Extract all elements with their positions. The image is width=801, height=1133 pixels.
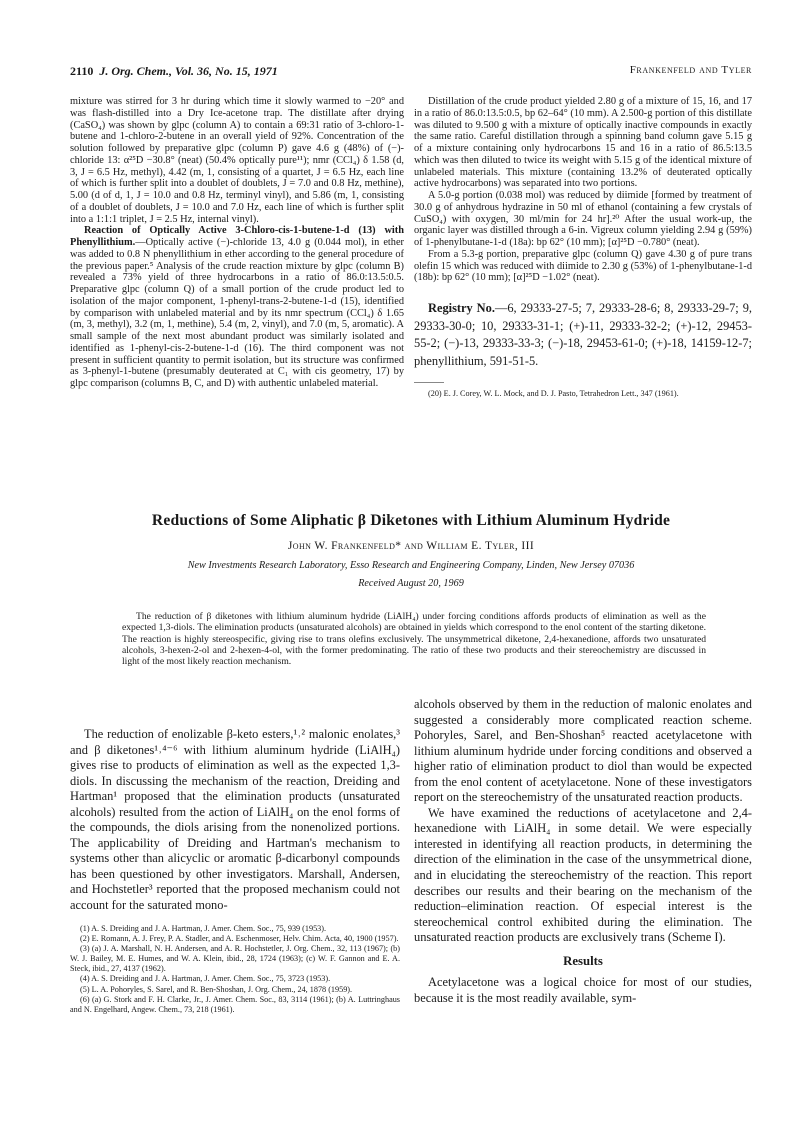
footnote-20: (20) E. J. Corey, W. L. Mock, and D. J. Pasto, Tetrahedron Lett., 347 (1961). [428, 389, 679, 399]
registry-numbers [414, 300, 752, 370]
previous-article-left-column [70, 96, 404, 390]
body-left-column [70, 727, 400, 914]
distillation-paragraph: Distillation of the crude product yielded 2.80 g of a mixture of 15, 16, and 17 in a ratio of 86.0:13.5:0.5, bp 62–64° (10 mm). A 2.500-g portion of this distillate was diluted to 9.500 g with a mixture of optically inactive compounds in exactly the same ratio. Careful distillation through a spinning band column gave 5.15 g of a mixture containing only hydrocarbons 15 and 16 in a ratio of 86.5:13.5 which was then diluted to twice its weight with 5.15 g of the identical mixture of unlabeled materials. This mixture (containing 13.2% of deuterated optically active hydrocarbons) was separated into two portions. [414, 96, 752, 190]
reference-4: (4) A. S. Dreiding and J. A. Hartman, J. Amer. Chem. Soc., 75, 3723 (1953). [80, 974, 331, 984]
scope-paragraph: We have examined the reductions of acetylacetone and 2,4-hexanedione with LiAlH₄ in some detail. We were especially interested in identifying all reaction products, in determining the direction of the elimination in the case of the unsymmetrical dione, and in elucidating the stereochemistry of the reaction. This report describes our results and their bearing on the mechanism of the reduction–elimination reaction. Of especial interest is the stereochemical control exhibited during the elimination. The unsaturated reaction products are exclusively trans (Scheme I). [414, 805, 752, 945]
glpc-paragraph: From a 5.3-g portion, preparative glpc (column Q) gave 4.30 g of pure trans olefin 15 which was reduced with diimide to 2.30 g (53%) of 1-phenylbutane-1-d (18b): bp 62° (10 mm); [α]²⁵D −1.02° (neat). [414, 248, 752, 284]
results-heading: Results [563, 953, 603, 968]
reference-6: (6) (a) G. Stork and F. H. Clarke, Jr., J. Amer. Chem. Soc., 83, 3114 (1961); (b) A. Luttringhaus and N. Engelhard, Angew. Chem., 73, 218 (1961). [70, 994, 400, 1014]
registry-heading: Registry No. [428, 301, 495, 315]
results-paragraph: Acetylacetone was a logical choice for most of our studies, because it is the most readily available, sym- [414, 975, 752, 1005]
footnote-divider [414, 382, 444, 383]
abstract: The reduction of β diketones with lithium aluminum hydride (LiAlH₄) under forcing conditions affords products of elimination as well as the expected 1,3-diols. The elimination products (unsaturated alcohols) are obtained in yields which correspond to the enol content of the starting diketone. The reaction is highly stereospecific, giving rise to trans olefins exclusively. The unsymmetrical diketone, 2,4-hexanedione, affords two unsaturated alcohols, 3-hexen-2-ol and 2-hexen-4-ol, with the former predominating. The ratio of these two products and their stereochemistry are discussed in light of the most likely reaction mechanism. [122, 611, 706, 668]
body-right-column [414, 697, 752, 1006]
experimental-paragraph: mixture was stirred for 3 hr during which time it slowly warmed to −20° and was flash-distilled into a Dry Ice-acetone trap. The distillate after drying (CaSO₄) was shown by glpc (column A) to contain a 69:31 ratio of 3-chloro-1-butene and 1-chloro-2-butene in an overall yield of 92%. Concentration of the solution followed by preparative glpc (column P) gave 4.6 g (48%) of (−)-chloride 13: α²⁵D −30.8° (neat) (50.4% optically pure¹¹); nmr (CCl₄) δ 1.58 (d, 3, J = 6.5 Hz, methyl), 4.42 (m, 1, consisting of a quartet, J = 6.5 Hz, each line of which is further split into a doublet of doublets, J = 7.0 and 0.8 Hz, methine), 5.00 (d of d, 1, J = 10.0 and 0.8 Hz, terminyl vinyl), and 5.86 (m, 1, consisting of a doublet of doublets, J = 10.0 and 7.0 Hz, each line of which is further split into a 1:1:1 triplet, J = 2.5 Hz, internal vinyl). [70, 96, 404, 225]
reference-5: (5) L. A. Pohoryles, S. Sarel, and R. Ben-Shoshan, J. Org. Chem., 24, 1878 (1959). [80, 984, 353, 994]
article-affiliation: New Investments Research Laboratory, Esso Research and Engineering Company, Linden, New Jersey 07036 [187, 560, 635, 571]
received-date: Received August 20, 1969 [358, 578, 464, 589]
reaction-heading: Reaction of Optically Active 3-Chloro-cis-1-butene-1-d (13) with Phenyllithium. [70, 225, 404, 248]
journal-citation: J. Org. Chem., Vol. 36, No. 15, 1971 [99, 64, 278, 78]
page-number: 2110 [70, 64, 94, 78]
registry-text: —6, 29333-27-5; 7, 29333-28-6; 8, 29333-29-7; 9, 29333-30-0; 10, 29333-31-1; (+)-11, 29333-32-2; (+)-12, 29453-55-2; (−)-13, 29333-33-3; (−)-18, 29453-61-0; (+)-18, 14159-12-7; phenyllithium, 591-51-5. [414, 301, 753, 368]
reference-2: (2) E. Romann, A. J. Frey, P. A. Stadler, and A. Eschenmoser, Helv. Chim. Acta, 40, 1900 (1957). [80, 934, 399, 944]
introduction-continued: alcohols observed by them in the reduction of malonic enolates and suggested a considerably more complicated reaction scheme. Pohoryles, Sarel, and Ben-Shoshan⁵ reacted acetylacetone with lithium aluminum hydride under forcing conditions and observed a higher ratio of elimination product to diol than would be expected from the enol content of acetylacetone. None of these investigators report on the stereochemistry of the unsaturated reaction products. [414, 697, 752, 805]
reaction-text: —Optically active (−)-chloride 13, 4.0 g (0.044 mol), in ether was added to 0.8 N phenyllithium in ether according to the general procedure of the previous paper.⁵ Analysis of the crude reaction mixture by glpc (column B) revealed a 73% yield of three hydrocarbons in a ratio of 86.0:13.5:0.5. Preparative glpc (column Q) of a small portion of the crude product led to isolation of the major component, 1-phenyl-trans-2-butene-1-d (15), identified by comparison with unlabeled material and by its nmr spectrum (CCl₄) δ 1.65 (m, 3, methyl), 3.2 (m, 1, methine), 5.4 (m, 2, vinyl), and 7.0 (m, 5, aromatic). A small sample of the next most abundant product was similarly isolated and identified as 1-phenyl-cis-2-butene-1-d (16). The third component was not present in sufficient quantity to permit isolation, but its structure was confirmed as 3-phenyl-1-butene (presumably deuterated at C₁ with cis geometry, 17) by glpc comparison (columns B, C, and D) with authentic unlabeled material. [70, 237, 404, 389]
article-authors: John W. Frankenfeld* and William E. Tyler, III [287, 540, 535, 552]
references [70, 924, 400, 1015]
running-head-authors: Frankenfeld and Tyler [629, 64, 752, 76]
reaction-paragraph [70, 225, 404, 390]
diimide-paragraph: A 5.0-g portion (0.038 mol) was reduced by diimide [formed by treatment of 30.0 g of anhydrous hydrazine in 50 ml of ethanol (containing a few crystals of CuSO₄) with oxygen, 30 ml/min for 24 hr].²⁰ After the usual work-up, the organic layer was distilled through a 6-in. Vigreux column yielding 2.94 g (59%) of 1-phenylbutane-1-d (18a): bp 62° (10 mm); [α]²⁵D −0.780° (neat). [414, 190, 752, 248]
article-title: Reductions of Some Aliphatic β Diketones with Lithium Aluminum Hydride [151, 512, 671, 529]
reference-1: (1) A. S. Dreiding and J. A. Hartman, J. Amer. Chem. Soc., 75, 939 (1953). [80, 924, 327, 933]
article-header [70, 512, 752, 589]
page-number-and-journal [70, 64, 278, 79]
previous-article-right-column [414, 96, 752, 399]
running-head [70, 64, 752, 80]
reference-3: (3) (a) J. A. Marshall, N. H. Andersen, and A. R. Hochstetler, J. Org. Chem., 32, 113 (1967); (b) W. J. Bailey, M. E. Humes, and W. A. Klein, ibid., 28, 1724 (1963); (c) W. F. Gannon and E. A. Steck, ibid., 27, 4137 (1962). [70, 944, 400, 974]
introduction-paragraph: The reduction of enolizable β-keto esters,¹˒² malonic enolates,³ and β diketones¹˒⁴⁻⁶ with lithium aluminum hydride (LiAlH₄) gives rise to products of elimination as well as the expected 1,3-diols. In discussing the mechanism of the reaction, Dreiding and Hartman¹ proposed that the elimination products (unsaturated alcohols) resulted from the action of LiAlH₄ on the enol forms of the compounds, the diols arising from the nonenolized portions. The applicability of Dreiding and Hartman's mechanism to systems other than alicyclic or aromatic β-dicarbonyl compounds has been questioned by other investigators. Marshall, Andersen, and Hochstetler³ reported that the proposed mechanism could not account for the saturated mono- [70, 727, 400, 913]
